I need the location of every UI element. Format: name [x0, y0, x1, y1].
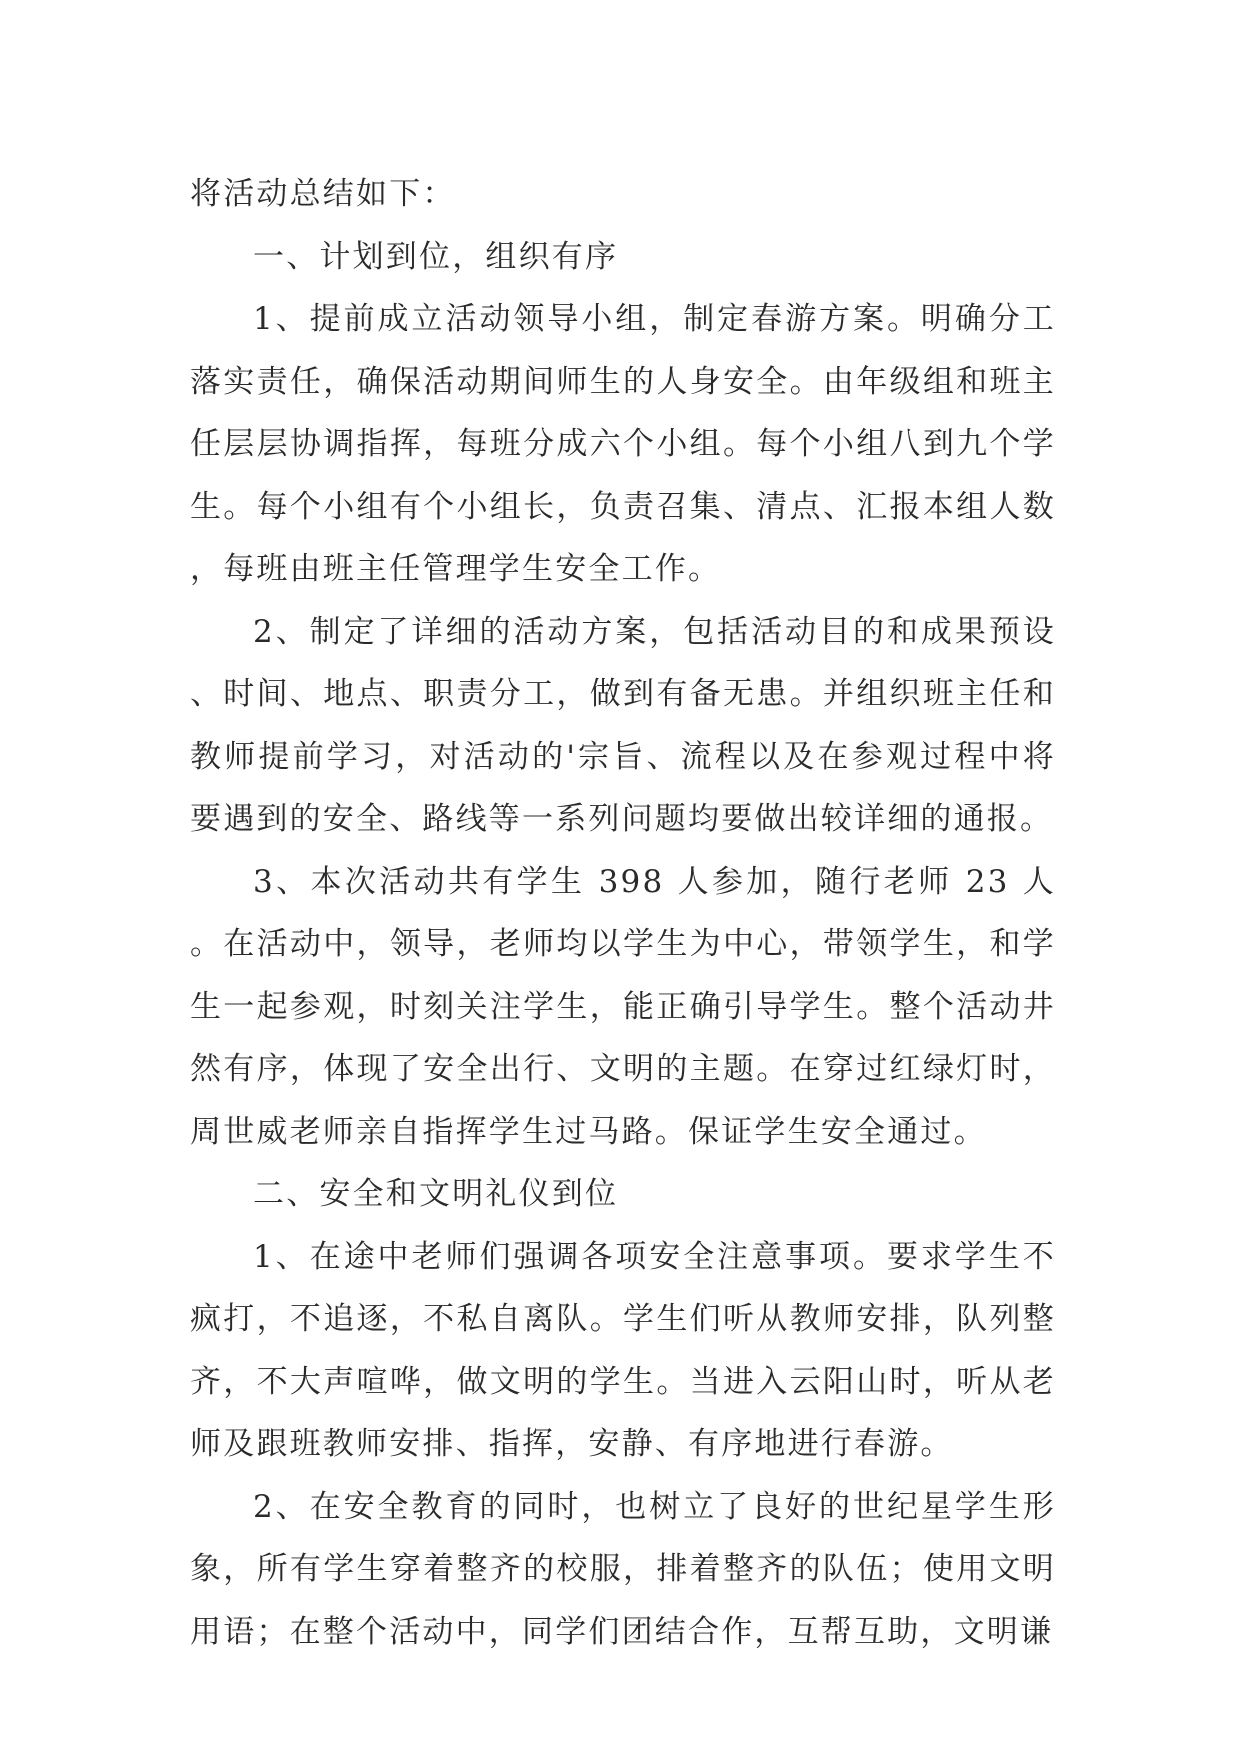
paragraph-2-2: 2、在安全教育的同时，也树立了良好的世纪星学生形象，所有学生穿着整齐的校服，排着整齐的队伍；使用文明用语；在整个活动中，同学们团结合作，互帮互助，文明谦 [190, 1488, 1056, 1650]
paragraph-1-1: 1、提前成立活动领导小组，制定春游方案。明确分工落实责任，确保活动期间师生的人身安全。由年级组和班主任层层协调指挥，每班分成六个小组。每个小组八到九个学生。每个小组有个小组长，负责召集、清点、汇报本组人数，每班由班主任管理学生安全工作。 [190, 301, 1056, 587]
section-heading-2: 二、安全和文明礼仪到位 [253, 1176, 619, 1212]
section-heading-1: 一、计划到位，组织有序 [253, 238, 619, 275]
paragraph-1-3: 3、本次活动共有学生 398 人参加，随行老师 23 人。在活动中，领导，老师均以学生为中心，带领学生，和学生一起参观，时刻关注学生，能正确引导学生。整个活动井然有序，体现了安全出行、文明的主题。在穿过红绿灯时，周世威老师亲自指挥学生过马路。保证学生安全通过。 [190, 863, 1056, 1150]
paragraph-1-2: 2、制定了详细的活动方案，包括活动目的和成果预设、时间、地点、职责分工，做到有备无患。并组织班主任和教师提前学习，对活动的'宗旨、流程以及在参观过程中将要遇到的安全、路线等一系列问题均要做出较详细的通报。 [190, 613, 1056, 837]
document-body [190, 163, 1056, 1663]
paragraph-2-1: 1、在途中老师们强调各项安全注意事项。要求学生不疯打，不追逐，不私自离队。学生们听从教师安排，队列整齐，不大声喧哗，做文明的学生。当进入云阳山时，听从老师及跟班教师安排、指挥，安静、有序地进行春游。 [190, 1238, 1056, 1462]
intro-line: 将活动总结如下： [190, 176, 456, 212]
